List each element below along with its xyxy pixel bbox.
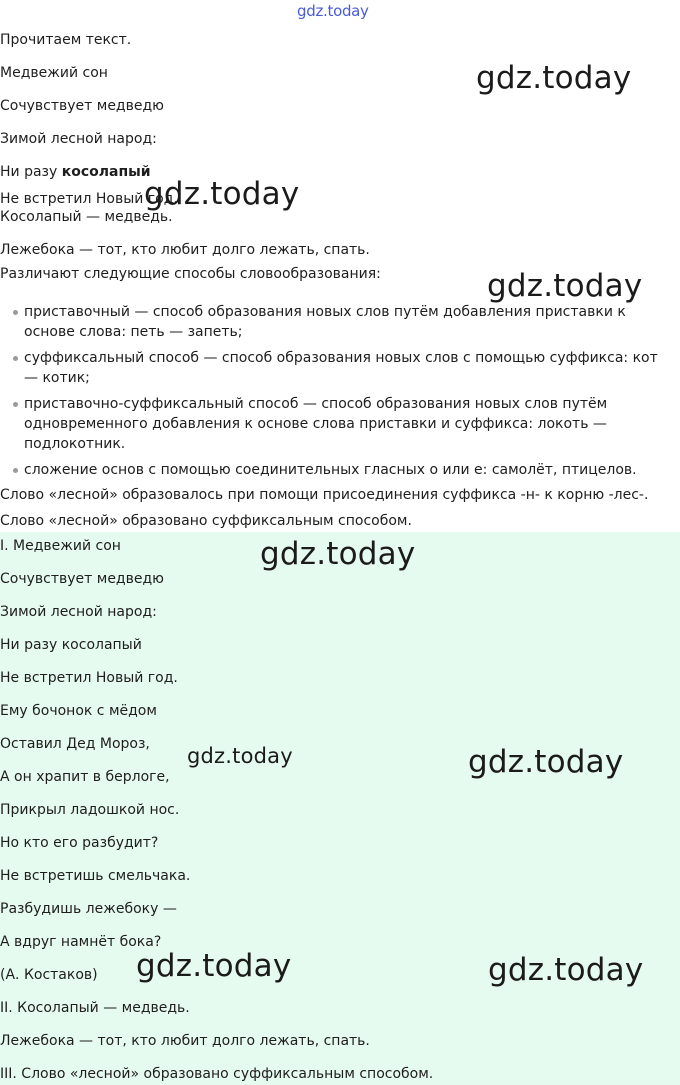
- poem-line-4-prefix: Ни разу: [0, 164, 62, 180]
- list-item: приставочный — способ образования новых слов путём добавления приставки к основе слова: петь — запеть;: [0, 302, 668, 342]
- watermark: gdz.today: [144, 176, 300, 212]
- watermark: gdz.today: [136, 948, 292, 984]
- methods-list: [0, 302, 668, 486]
- poem-line-3: Зимой лесной народ:: [0, 131, 157, 147]
- explanation-line-2: Слово «лесной» образовано суффиксальным способом.: [0, 513, 412, 529]
- cut-off-line-text: Не встретил Новый год.: [0, 191, 178, 207]
- poem-line-4-bold: косолапый: [61, 164, 151, 180]
- answer-line-1: I. Медвежий сон: [0, 538, 121, 554]
- answer-line-14: (А. Костаков): [0, 967, 98, 983]
- answer-line-3: Зимой лесной народ:: [0, 604, 157, 620]
- poem-line-4: [0, 163, 151, 181]
- answer-line-4: Ни разу косолапый: [0, 637, 142, 653]
- answer-line-10: Но кто его разбудит?: [0, 835, 159, 851]
- cut-off-line: [0, 191, 178, 207]
- answer-line-13: А вдруг намнёт бока?: [0, 934, 162, 950]
- watermark: gdz.today: [487, 268, 643, 304]
- answer-line-16: Лежебока — тот, кто любит долго лежать, спать.: [0, 1033, 370, 1049]
- answer-line-12: Разбудишь лежебоку —: [0, 901, 177, 917]
- list-item: суффиксальный способ — способ образования новых слов с помощью суффикса: кот — котик;: [0, 348, 668, 388]
- answer-line-17: III. Слово «лесной» образовано суффиксальным способом.: [0, 1066, 434, 1082]
- explanation-line-1: Слово «лесной» образовалось при помощи присоединения суффикса -н- к корню -лес-.: [0, 487, 649, 503]
- list-item: сложение основ с помощью соединительных гласных о или е: самолёт, птицелов.: [0, 460, 668, 480]
- answer-line-9: Прикрыл ладошкой нос.: [0, 802, 180, 818]
- answer-line-11: Не встретишь смельчака.: [0, 868, 191, 884]
- poem-line-1: Медвежий сон: [0, 65, 108, 81]
- answer-line-6: Ему бочонок с мёдом: [0, 703, 157, 719]
- watermark-top: gdz.today: [297, 2, 369, 20]
- watermark: gdz.today: [260, 536, 416, 572]
- definition-kosolapy: Косолапый — медведь.: [0, 209, 173, 225]
- watermark: gdz.today: [488, 952, 644, 988]
- poem-line-2: Сочувствует медведю: [0, 98, 164, 114]
- methods-intro: Различают следующие способы словообразования:: [0, 266, 381, 282]
- answer-line-2: Сочувствует медведю: [0, 571, 164, 587]
- answer-line-7: Оставил Дед Мороз,: [0, 736, 150, 752]
- watermark: gdz.today: [476, 60, 632, 96]
- answer-line-5: Не встретил Новый год.: [0, 670, 178, 686]
- definition-lezheboka: Лежебока — тот, кто любит долго лежать, спать.: [0, 242, 370, 258]
- list-item: приставочно-суффиксальный способ — способ образования новых слов путём одновременного добавления к основе слова приставки и суффикса: локоть — подлокотник.: [0, 394, 668, 454]
- answer-line-15: II. Косолапый — медведь.: [0, 1000, 190, 1016]
- watermark: gdz.today: [468, 744, 624, 780]
- read-text-line: Прочитаем текст.: [0, 32, 132, 48]
- answer-line-8: А он храпит в берлоге,: [0, 769, 170, 785]
- watermark: gdz.today: [187, 744, 293, 768]
